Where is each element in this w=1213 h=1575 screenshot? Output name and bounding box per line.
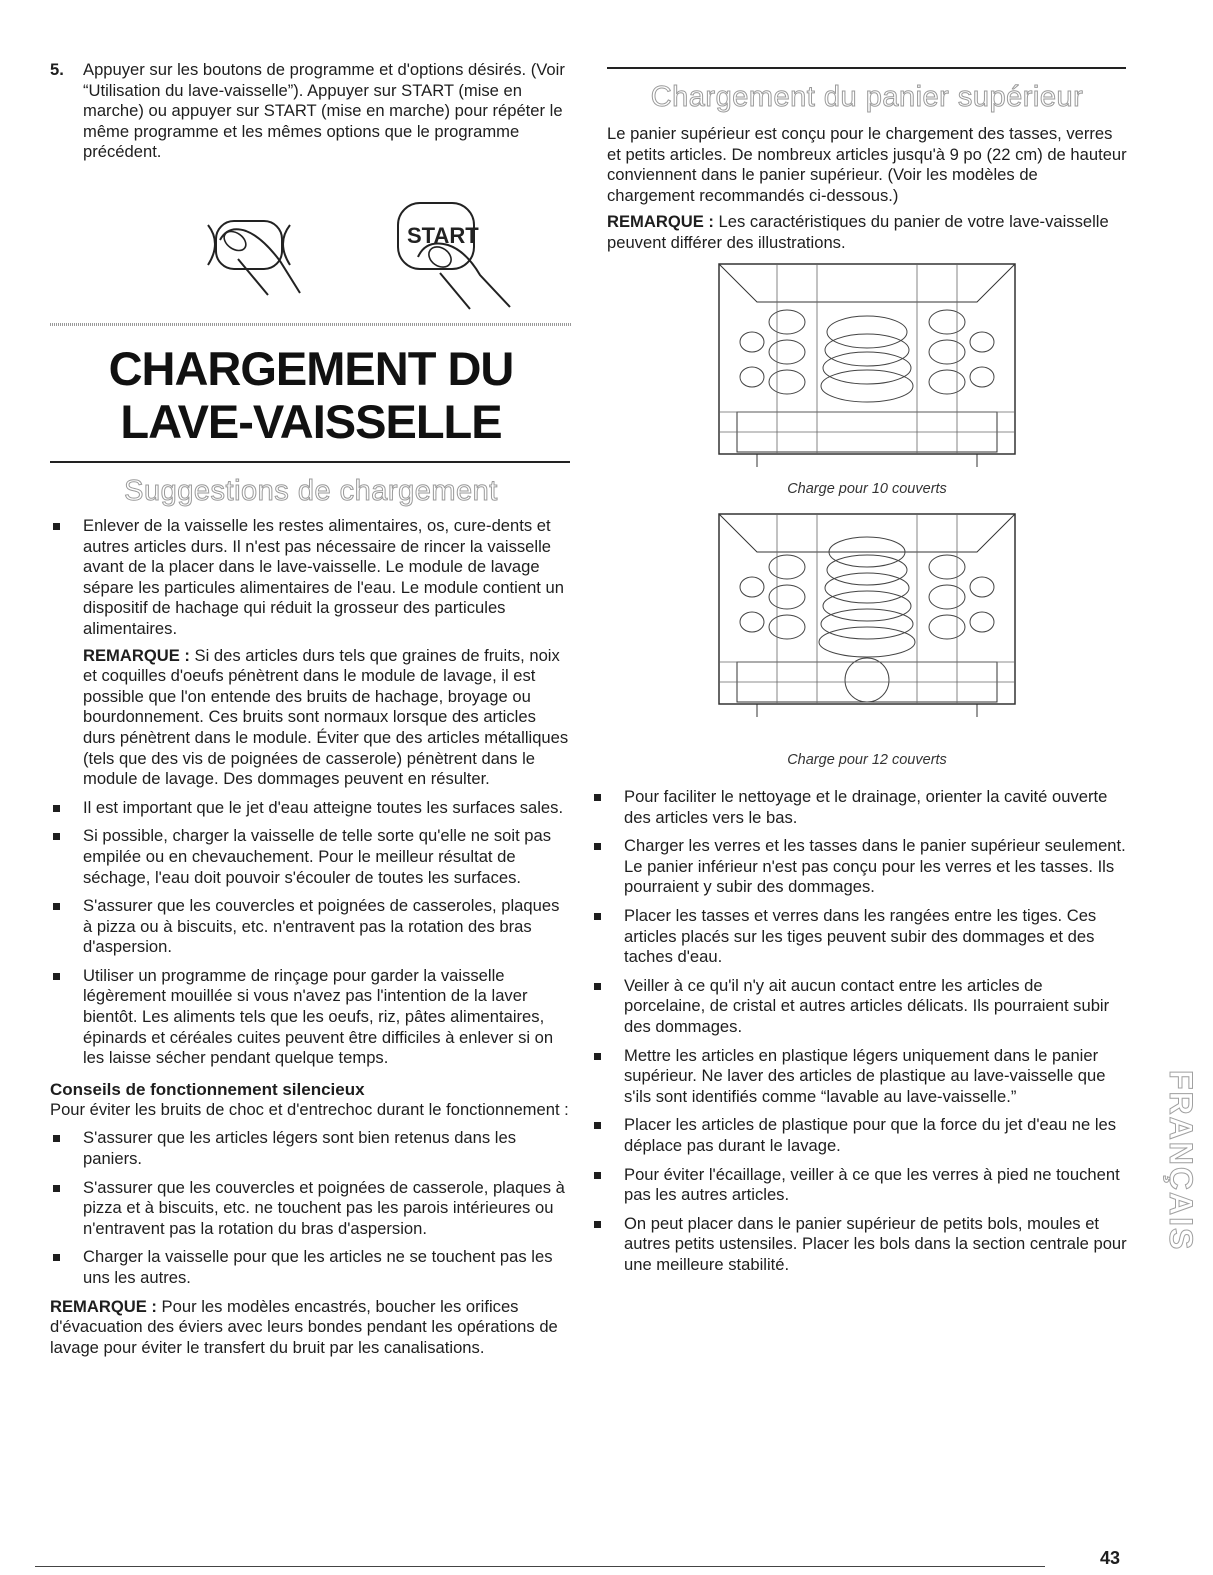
- list-item: Enlever de la vaisselle les restes alimentaires, os, cure-dents et autres articles durs. Il n'est pas nécessaire de rincer la vaisselle avant de la placer dans le lave-vaisselle. Le module de lavage sépare les particules alimentaires de l'eau. Le module contient un dispositif de hachage qui réduit la grosseur des particules alimentaires.: [50, 516, 572, 640]
- page-number: 43: [1100, 1548, 1121, 1568]
- button-press-illustration: [150, 185, 530, 320]
- intro-text: Le panier supérieur est conçu pour le chargement des tasses, verres et petits articles. De nombreux articles jusqu'à 9 po (22 cm) de hauteur conviennent dans le panier supérieur. (Voir les modèles de chargement recommandés ci-dessous.): [607, 124, 1127, 205]
- list-item: Utiliser un programme de rinçage pour garder la vaisselle légèrement mouillée si vous n'avez pas l'intention de la laver bientôt. Les aliments tels que les oeufs, riz, pâtes alimentaires, épinards et céréales cuites peuvent être difficiles à enlever si on les laisse sécher pendant quelque temps.: [50, 966, 572, 1069]
- start-button-label: START: [407, 223, 479, 248]
- upper-rack-heading: Chargement du panier supérieur: [650, 81, 1084, 113]
- section-rule: [50, 461, 570, 463]
- step-5: [50, 60, 572, 163]
- quiet-intro: Pour éviter les bruits de choc et d'entrechoc durant le fonctionnement :: [50, 1099, 569, 1119]
- note-text: Pour les modèles encastrés, boucher les orifices d'évacuation des éviers avec leurs bondes pendant les opérations de lavage pour éviter le transfert du bruit par les canalisations.: [50, 1296, 558, 1357]
- upper-rack-tips: [591, 787, 1127, 1283]
- list-item: S'assurer que les articles légers sont bien retenus dans les paniers.: [50, 1128, 572, 1169]
- suggestions-list-2: [50, 798, 572, 1069]
- language-side-tab: [1150, 1060, 1199, 1350]
- list-item: Pour faciliter le nettoyage et le drainage, orienter la cavité ouverte des articles vers le bas.: [591, 787, 1127, 828]
- list-item: Placer les articles de plastique pour que la force du jet d'eau ne les déplace pas durant le lavage.: [591, 1115, 1127, 1156]
- list-item: Pour éviter l'écaillage, veiller à ce que les verres à pied ne touchent pas les autres articles.: [591, 1165, 1127, 1206]
- rack-note: [607, 212, 1127, 253]
- list-item: On peut placer dans le panier supérieur de petits bols, moules et autres petits ustensiles. Placer les bols dans la section centrale pour une meilleure stabilité.: [591, 1214, 1127, 1276]
- side-tab-label: FRANÇAIS: [1163, 1070, 1199, 1252]
- list-item: S'assurer que les couvercles et poignées de casseroles, plaques à pizza ou à biscuits, etc. n'entravent pas la rotation des bras d'aspersion.: [50, 896, 572, 958]
- note-label: REMARQUE :: [50, 1296, 157, 1316]
- upper-rack-list: [591, 787, 1127, 1275]
- caption-12-settings: Charge pour 12 couverts: [787, 752, 947, 768]
- list-item: Placer les tasses et verres dans les rangées entre les tiges. Ces articles placés sur les tiges peuvent subir des dommages et des taches d'eau.: [591, 906, 1127, 968]
- list-item: Veiller à ce qu'il n'y ait aucun contact entre les articles de porcelaine, de cristal et autres articles délicats. Ils pourraient subir des dommages.: [591, 976, 1127, 1038]
- note-label: REMARQUE :: [607, 212, 714, 232]
- rack-10-settings-illustration: [717, 262, 1017, 470]
- rack-12-settings-illustration: [717, 512, 1017, 720]
- caption-10-settings: Charge pour 10 couverts: [787, 481, 947, 497]
- step-number: 5.: [50, 60, 64, 79]
- list-item: Charger les verres et les tasses dans le panier supérieur seulement. Le panier inférieur n'est pas conçu pour les verres et les tasses. Ils pourraient y subir des dommages.: [591, 836, 1127, 898]
- note-text: Si des articles durs tels que graines de fruits, noix et coquilles d'oeufs pénètrent dans le module de lavage, il est possible que l'on entende des bruits de hachage, broyage ou bourdonnement. Ces bruits sont normaux lorsque des articles durs pénètrent dans le module. Éviter que des articles métalliques (tels que des vis de poignées de casserole) pénètrent dans le module de lavage. Des dommages peuvent en résulter.: [83, 645, 569, 789]
- main-title: [50, 342, 572, 448]
- dotted-divider: [50, 323, 572, 326]
- upper-rack-intro: [607, 124, 1127, 254]
- list-item: Il est important que le jet d'eau atteigne toutes les surfaces sales.: [50, 798, 572, 819]
- quiet-operation-heading: Conseils de fonctionnement silencieux: [50, 1079, 365, 1099]
- step-text: Appuyer sur les boutons de programme et d'options désirés. (Voir “Utilisation du lave-vaisselle”). Appuyer sur START (mise en marche) ou appuyer sur START (mise en marche) pour répéter le même programme et les mêmes options que le programme précédent.: [83, 60, 565, 162]
- list-item: Charger la vaisselle pour que les articles ne se touchent pas les uns les autres.: [50, 1247, 572, 1288]
- list-item: Si possible, charger la vaisselle de telle sorte qu'elle ne soit pas empilée ou en chevauchement. Pour le meilleur résultat de séchage, l'eau doit pouvoir s'écouler de toutes les surfaces.: [50, 826, 572, 888]
- suggestions-heading: Suggestions de chargement: [124, 475, 498, 507]
- main-title-line-1: CHARGEMENT DU: [108, 342, 514, 395]
- note-paragraph: [50, 646, 572, 790]
- list-item: S'assurer que les couvercles et poignées de casserole, plaques à pizza et à biscuits, etc. ne touchent pas les parois intérieures ou n'entravent pas la rotation du bras d'aspersion.: [50, 1178, 572, 1240]
- section-rule: [607, 67, 1126, 69]
- list-item: Mettre les articles en plastique légers uniquement dans le panier supérieur. Ne laver des articles de plastique au lave-vaisselle que s'ils sont identifiés comme “lavable au lave-vaisselle.”: [591, 1046, 1127, 1108]
- footer-rule: [35, 1566, 1045, 1567]
- quiet-list: [50, 1128, 572, 1288]
- quiet-note: [50, 1297, 572, 1359]
- suggestions-list: [50, 516, 572, 640]
- suggestions-content: [50, 516, 572, 1358]
- note-label: REMARQUE :: [83, 645, 190, 665]
- main-title-line-2: LAVE-VAISSELLE: [120, 395, 502, 448]
- note-text: Les caractéristiques du panier de votre lave-vaisselle peuvent différer des illustrations.: [607, 212, 1109, 252]
